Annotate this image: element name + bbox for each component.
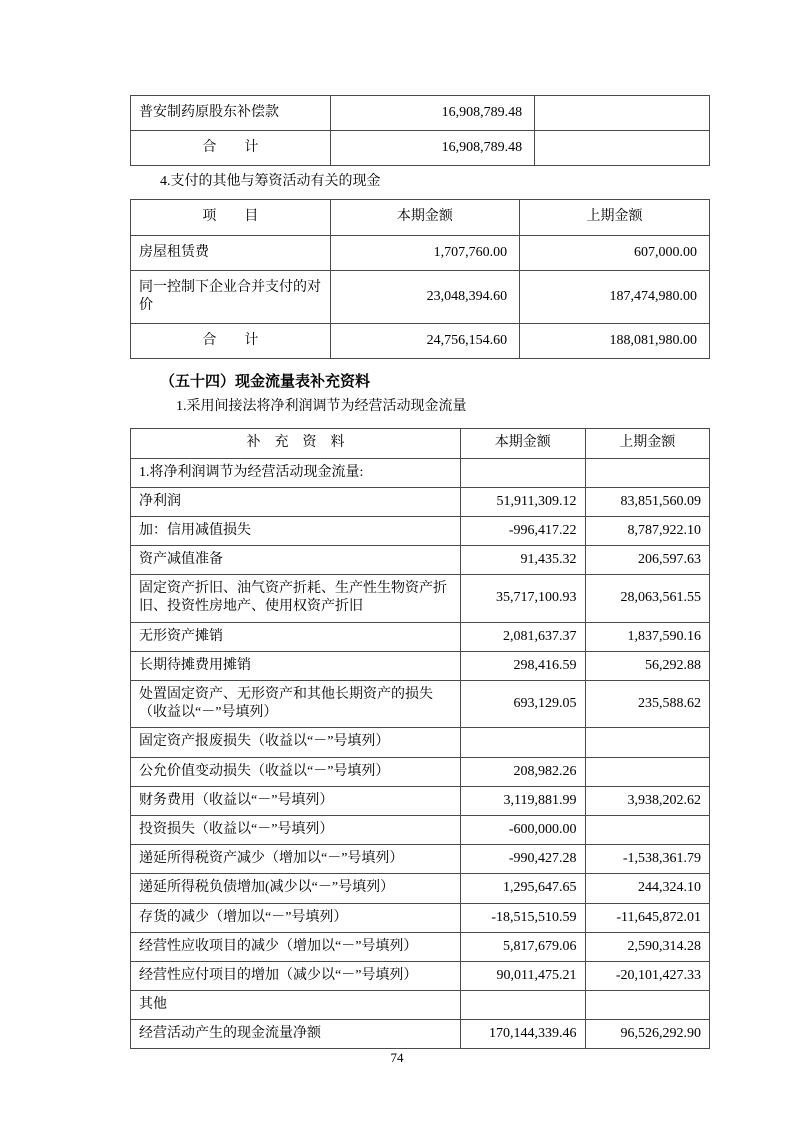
cell-current-amount: -18,515,510.59	[461, 903, 585, 932]
table-row	[131, 487, 710, 516]
cell-current-amount: 693,129.05	[461, 681, 585, 728]
cell-item: 长期待摊费用摊销	[131, 651, 461, 680]
cell-prior-amount: 187,474,980.00	[520, 270, 710, 323]
table-header-row	[131, 429, 710, 458]
other-financing-cash-table	[130, 199, 710, 359]
cell-item: 经营活动产生的现金流量净额	[131, 1020, 461, 1049]
table-row-total	[131, 324, 710, 359]
header-item: 项 目	[131, 200, 331, 235]
table-row	[131, 961, 710, 990]
cell-current-amount: 1,295,647.65	[461, 874, 585, 903]
cell-prior-amount	[585, 728, 710, 757]
header-prior-period: 上期金额	[520, 200, 710, 235]
cell-prior-amount: 235,588.62	[585, 681, 710, 728]
cell-prior-amount	[585, 757, 710, 786]
compensation-table	[130, 95, 710, 166]
cell-prior-amount: 56,292.88	[585, 651, 710, 680]
table-row	[131, 932, 710, 961]
cell-prior-amount: 188,081,980.00	[520, 324, 710, 359]
cell-item: 其他	[131, 991, 461, 1020]
table-row	[131, 458, 710, 487]
cell-item: 处置固定资产、无形资产和其他长期资产的损失（收益以“－”号填列）	[131, 681, 461, 728]
table-row	[131, 516, 710, 545]
table-row-total	[131, 131, 710, 166]
cell-item: 投资损失（收益以“－”号填列）	[131, 815, 461, 844]
cell-item: 加：信用减值损失	[131, 516, 461, 545]
cell-current-amount: 170,144,339.46	[461, 1020, 585, 1049]
cell-current-amount: 51,911,309.12	[461, 487, 585, 516]
table-row	[131, 546, 710, 575]
cell-item: 存货的减少（增加以“－”号填列）	[131, 903, 461, 932]
cell-item: 1.将净利润调节为经营活动现金流量:	[131, 458, 461, 487]
cell-current-amount	[461, 991, 585, 1020]
cell-prior-amount: 8,787,922.10	[585, 516, 710, 545]
cell-prior-amount: 244,324.10	[585, 874, 710, 903]
cell-current-amount: 16,908,789.48	[330, 96, 534, 131]
section4-title: 4.支付的其他与筹资活动有关的现金	[160, 174, 381, 190]
cell-prior-amount	[585, 458, 710, 487]
cell-current-amount: -996,417.22	[461, 516, 585, 545]
table-row	[131, 757, 710, 786]
header-current-period: 本期金额	[330, 200, 519, 235]
cell-item: 递延所得税资产减少（增加以“－”号填列）	[131, 845, 461, 874]
section54-subheading: 1.采用间接法将净利润调节为经营活动现金流量	[176, 399, 467, 415]
cell-current-amount: 208,982.26	[461, 757, 585, 786]
cell-current-amount: -990,427.28	[461, 845, 585, 874]
cell-current-amount: 24,756,154.60	[330, 324, 519, 359]
table-header-row	[131, 200, 710, 235]
cell-item: 净利润	[131, 487, 461, 516]
cell-current-amount: 23,048,394.60	[330, 270, 519, 323]
cell-current-amount	[461, 728, 585, 757]
cell-current-amount: 2,081,637.37	[461, 622, 585, 651]
cell-prior-amount	[535, 131, 710, 166]
table-row	[131, 786, 710, 815]
cell-item: 普安制药原股东补偿款	[131, 96, 331, 131]
cell-item: 财务费用（收益以“－”号填列）	[131, 786, 461, 815]
section54-heading: （五十四）现金流量表补充资料	[160, 374, 371, 391]
cell-prior-amount: 28,063,561.55	[585, 575, 710, 622]
cell-current-amount: 5,817,679.06	[461, 932, 585, 961]
cell-current-amount: 3,119,881.99	[461, 786, 585, 815]
cell-item: 公允价值变动损失（收益以“－”号填列）	[131, 757, 461, 786]
cell-prior-amount: 1,837,590.16	[585, 622, 710, 651]
cell-item: 资产减值准备	[131, 546, 461, 575]
cell-prior-amount	[585, 991, 710, 1020]
table-row-net-total	[131, 1020, 710, 1049]
cell-item: 递延所得税负债增加(减少以“－”号填列）	[131, 874, 461, 903]
cell-item: 无形资产摊销	[131, 622, 461, 651]
table-row	[131, 815, 710, 844]
cell-prior-amount: 3,938,202.62	[585, 786, 710, 815]
cell-item: 合 计	[131, 324, 331, 359]
table-row	[131, 270, 710, 323]
header-item: 补 充 资 料	[131, 429, 461, 458]
cell-current-amount: 35,717,100.93	[461, 575, 585, 622]
cell-current-amount: 1,707,760.00	[330, 235, 519, 270]
cash-flow-supplement-table	[130, 428, 710, 1049]
cell-item: 经营性应付项目的增加（减少以“－”号填列）	[131, 961, 461, 990]
page-number: 74	[390, 1050, 404, 1065]
cell-item: 经营性应收项目的减少（增加以“－”号填列）	[131, 932, 461, 961]
table-row	[131, 235, 710, 270]
table-row	[131, 728, 710, 757]
cell-prior-amount: -11,645,872.01	[585, 903, 710, 932]
cell-current-amount: 91,435.32	[461, 546, 585, 575]
cell-prior-amount: 607,000.00	[520, 235, 710, 270]
cell-current-amount: 90,011,475.21	[461, 961, 585, 990]
header-prior-period: 上期金额	[585, 429, 710, 458]
table-row	[131, 991, 710, 1020]
header-current-period: 本期金额	[461, 429, 585, 458]
table-row	[131, 575, 710, 622]
cell-current-amount: 298,416.59	[461, 651, 585, 680]
cell-prior-amount: -20,101,427.33	[585, 961, 710, 990]
cell-prior-amount: 83,851,560.09	[585, 487, 710, 516]
table-row	[131, 874, 710, 903]
table-row	[131, 622, 710, 651]
cell-item: 合 计	[131, 131, 331, 166]
cell-prior-amount: -1,538,361.79	[585, 845, 710, 874]
table-row	[131, 96, 710, 131]
cell-item: 固定资产折旧、油气资产折耗、生产性生物资产折旧、投资性房地产、使用权资产折旧	[131, 575, 461, 622]
cell-item: 固定资产报废损失（收益以“－”号填列）	[131, 728, 461, 757]
cell-item: 同一控制下企业合并支付的对价	[131, 270, 331, 323]
table-row	[131, 845, 710, 874]
cell-prior-amount: 2,590,314.28	[585, 932, 710, 961]
table-row	[131, 651, 710, 680]
cell-prior-amount	[585, 815, 710, 844]
cell-prior-amount	[535, 96, 710, 131]
cell-current-amount: -600,000.00	[461, 815, 585, 844]
cell-item: 房屋租赁费	[131, 235, 331, 270]
cell-prior-amount: 206,597.63	[585, 546, 710, 575]
cell-prior-amount: 96,526,292.90	[585, 1020, 710, 1049]
table-row	[131, 681, 710, 728]
cell-current-amount	[461, 458, 585, 487]
cell-current-amount: 16,908,789.48	[330, 131, 534, 166]
table-row	[131, 903, 710, 932]
